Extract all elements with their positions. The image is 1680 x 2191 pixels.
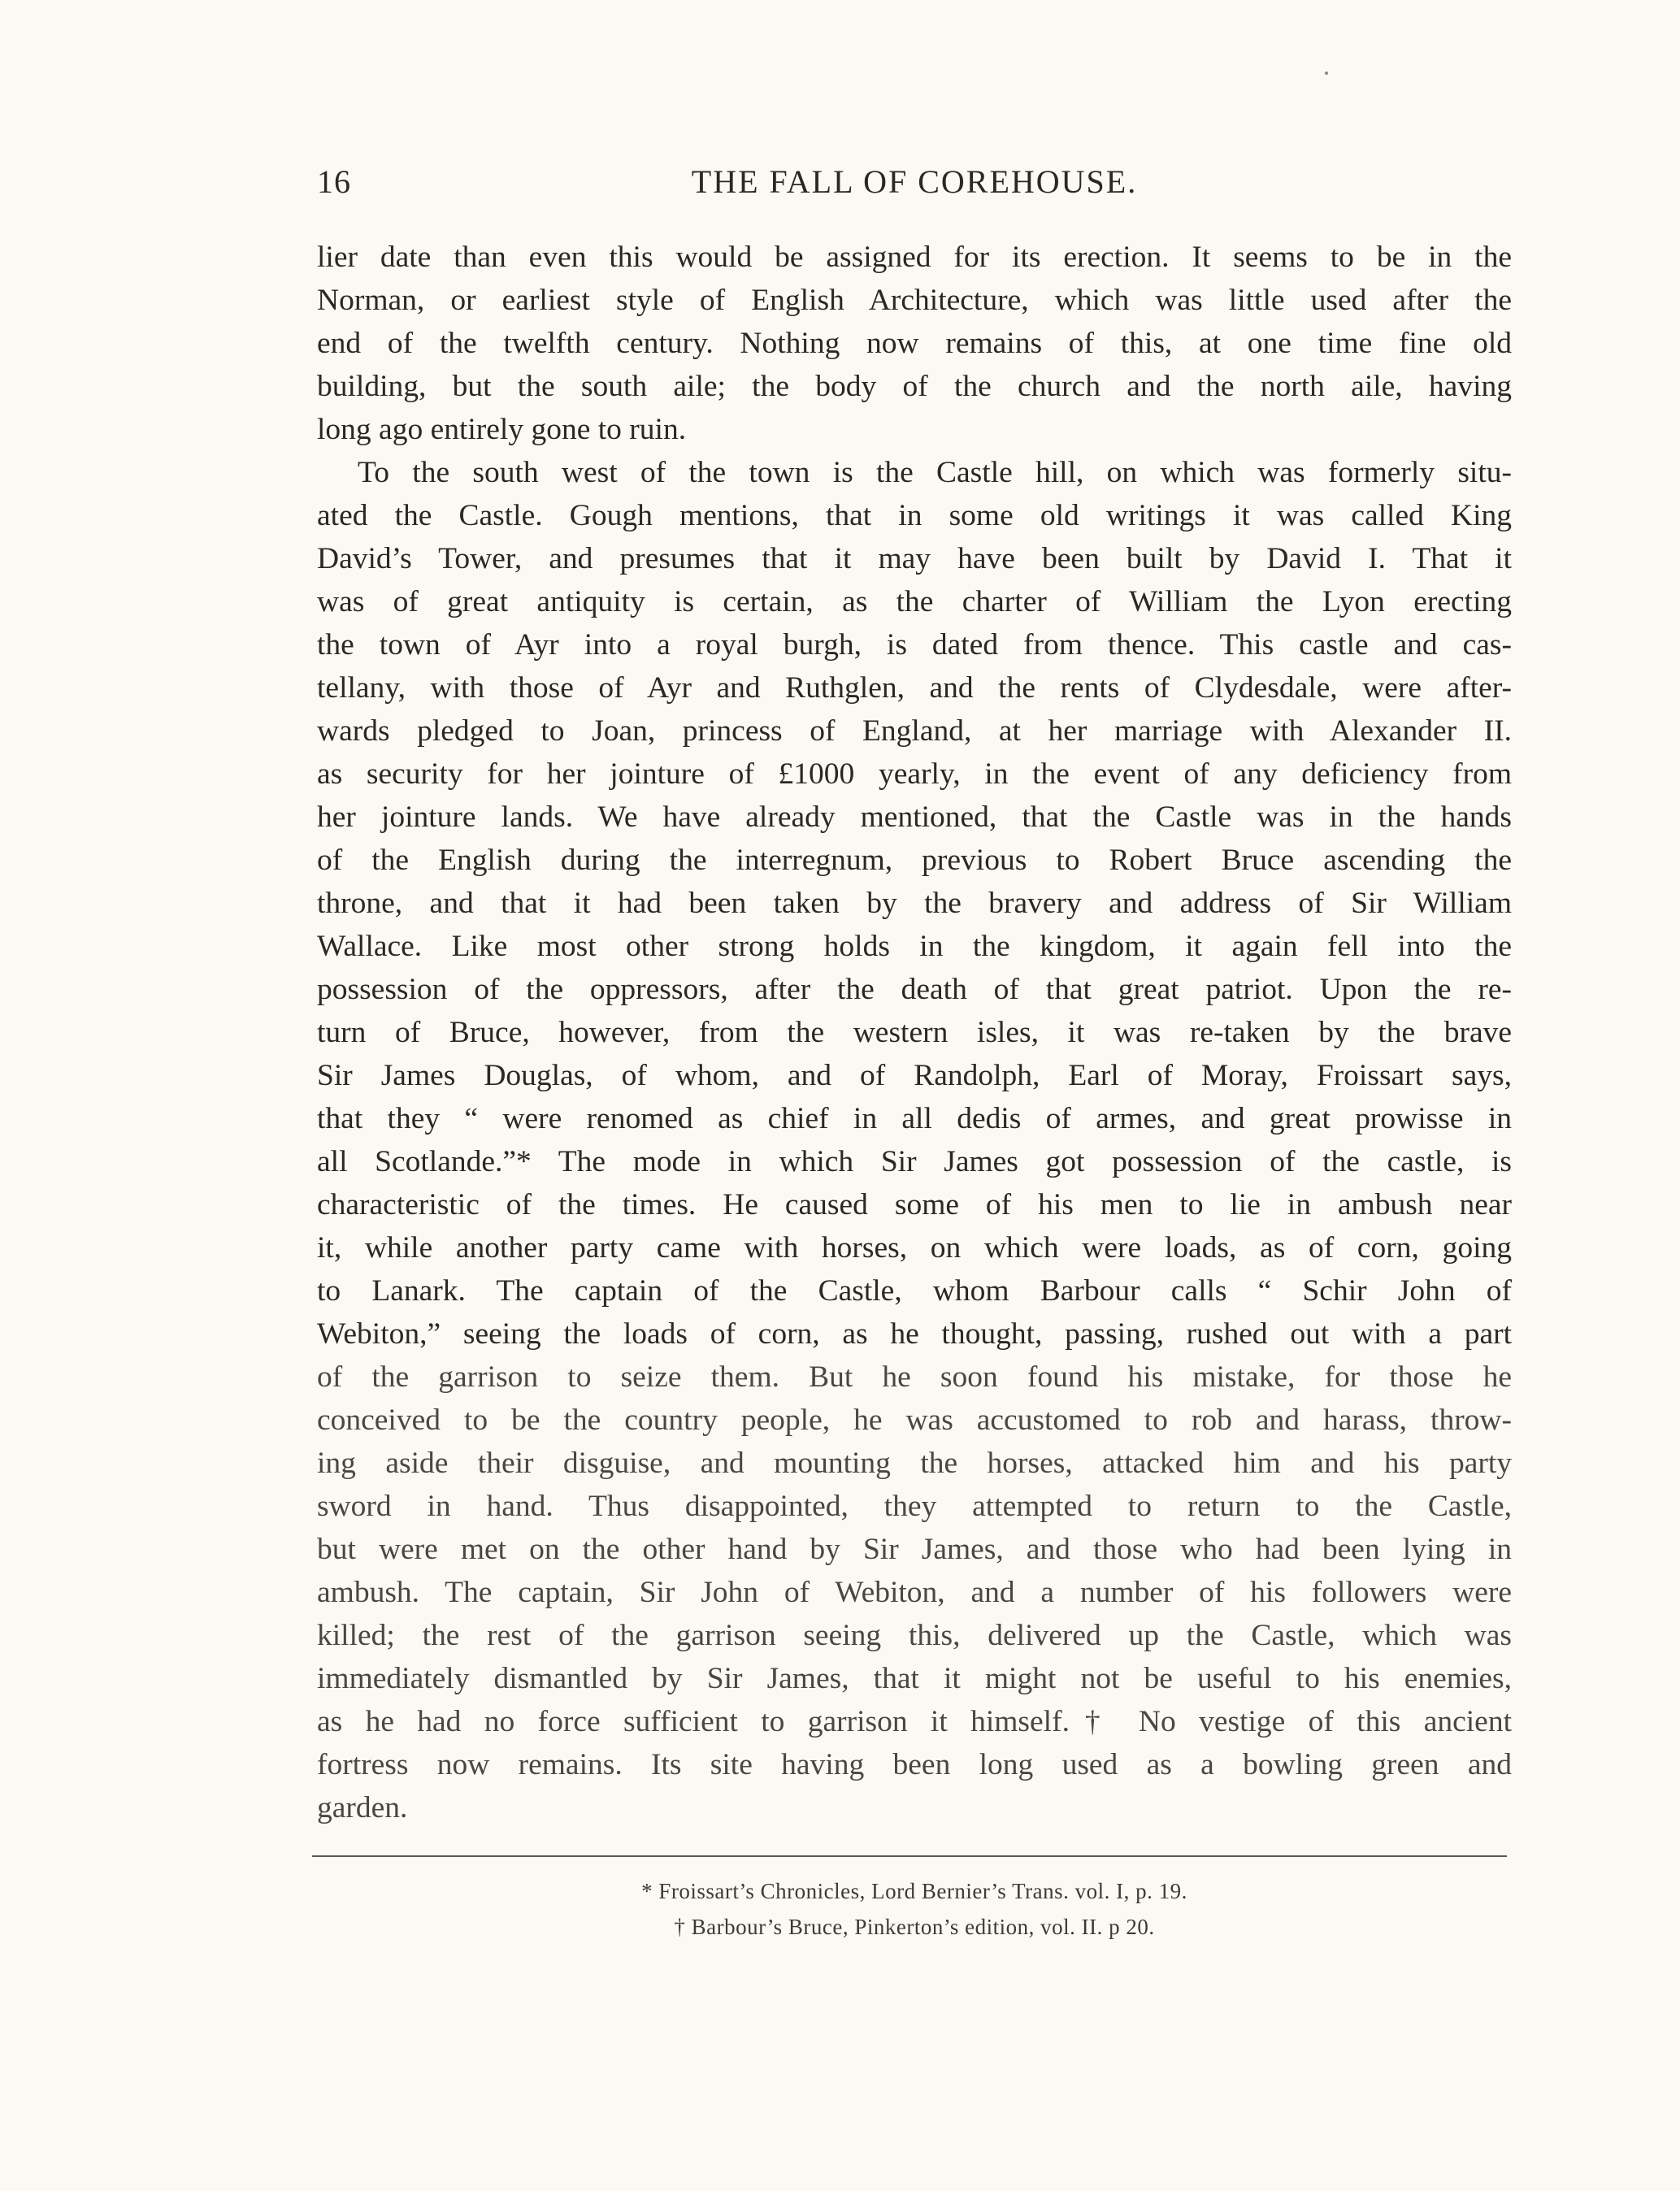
- text-line: lier date than even this would be assigned for its erection. It seems to be in the: [317, 241, 1512, 274]
- paper-speck: [1325, 72, 1328, 75]
- text-line: Webiton,” seeing the loads of corn, as he thought, passing, rushed out with a part: [317, 1317, 1512, 1351]
- text-line: Norman, or earliest style of English Architecture, which was little used after the: [317, 284, 1512, 317]
- text-line: David’s Tower, and presumes that it may have been built by David I. That it: [317, 542, 1512, 575]
- text-line: ing aside their disguise, and mounting the horses, attacked him and his party: [317, 1447, 1512, 1480]
- text-line: building, but the south aile; the body of the church and the north aile, having: [317, 370, 1512, 403]
- paragraph-start-line: To the south west of the town is the Castle hill, on which was formerly situ-: [358, 456, 1512, 489]
- footnote-rule: [312, 1855, 1507, 1857]
- text-line: Sir James Douglas, of whom, and of Randolph, Earl of Moray, Froissart says,: [317, 1059, 1512, 1092]
- text-line: wards pledged to Joan, princess of England, at her marriage with Alexander II.: [317, 714, 1512, 748]
- text-line: was of great antiquity is certain, as the charter of William the Lyon erecting: [317, 585, 1512, 618]
- page-number: 16: [317, 163, 351, 200]
- text-line: ambush. The captain, Sir John of Webiton, and a number of his followers were: [317, 1576, 1512, 1609]
- text-line: sword in hand. Thus disappointed, they attempted to return to the Castle,: [317, 1490, 1512, 1523]
- text-line: as he had no force sufficient to garrison it himself.† No vestige of this ancient: [317, 1705, 1512, 1738]
- text-line: of the English during the interregnum, previous to Robert Bruce ascending the: [317, 844, 1512, 877]
- text-line: it, while another party came with horses, on which were loads, as of corn, going: [317, 1231, 1512, 1265]
- footnotes: [317, 1873, 1512, 1945]
- text-line: Wallace. Like most other strong holds in the kingdom, it again fell into the: [317, 930, 1512, 963]
- running-head: [317, 163, 1512, 203]
- text-line: of the garrison to seize them. But he soon found his mistake, for those he: [317, 1360, 1512, 1394]
- text-line: that they “ were renomed as chief in all dedis of armes, and great prowisse in: [317, 1102, 1512, 1135]
- footnote: * Froissart’s Chronicles, Lord Bernier’s Trans. vol. I, p. 19.: [641, 1879, 1187, 1903]
- text-line: but were met on the other hand by Sir James, and those who had been lying in: [317, 1533, 1512, 1566]
- footnote: † Barbour’s Bruce, Pinkerton’s edition, vol. II. p 20.: [674, 1915, 1155, 1939]
- text-line: all Scotlande.”* The mode in which Sir James got possession of the castle, is: [317, 1145, 1512, 1178]
- text-line: immediately dismantled by Sir James, that it might not be useful to his enemies,: [317, 1662, 1512, 1695]
- body-text: [317, 236, 1512, 1829]
- text-line: to Lanark. The captain of the Castle, whom Barbour calls “ Schir John of: [317, 1274, 1512, 1308]
- text-line: her jointure lands. We have already mentioned, that the Castle was in the hands: [317, 800, 1512, 834]
- text-line: characteristic of the times. He caused some of his men to lie in ambush near: [317, 1188, 1512, 1221]
- text-line: the town of Ayr into a royal burgh, is dated from thence. This castle and cas-: [317, 628, 1512, 662]
- text-line: ated the Castle. Gough mentions, that in some old writings it was called King: [317, 499, 1512, 532]
- text-line: conceived to be the country people, he was accustomed to rob and harass, throw-: [317, 1404, 1512, 1437]
- text-line: turn of Bruce, however, from the western isles, it was re-taken by the brave: [317, 1016, 1512, 1049]
- text-line: killed; the rest of the garrison seeing this, delivered up the Castle, which was: [317, 1619, 1512, 1652]
- text-line: garden.: [317, 1791, 408, 1824]
- text-line: possession of the oppressors, after the death of that great patriot. Upon the re-: [317, 973, 1512, 1006]
- text-line: long ago entirely gone to ruin.: [317, 413, 687, 446]
- text-line: throne, and that it had been taken by the bravery and address of Sir William: [317, 887, 1512, 920]
- text-line: fortress now remains. Its site having been long used as a bowling green and: [317, 1748, 1512, 1781]
- text-line: as security for her jointure of £1000 yearly, in the event of any deficiency from: [317, 757, 1512, 791]
- running-title: THE FALL OF COREHOUSE.: [691, 163, 1138, 200]
- text-line: tellany, with those of Ayr and Ruthglen, and the rents of Clydesdale, were after-: [317, 671, 1512, 705]
- text-line: end of the twelfth century. Nothing now remains of this, at one time fine old: [317, 327, 1512, 360]
